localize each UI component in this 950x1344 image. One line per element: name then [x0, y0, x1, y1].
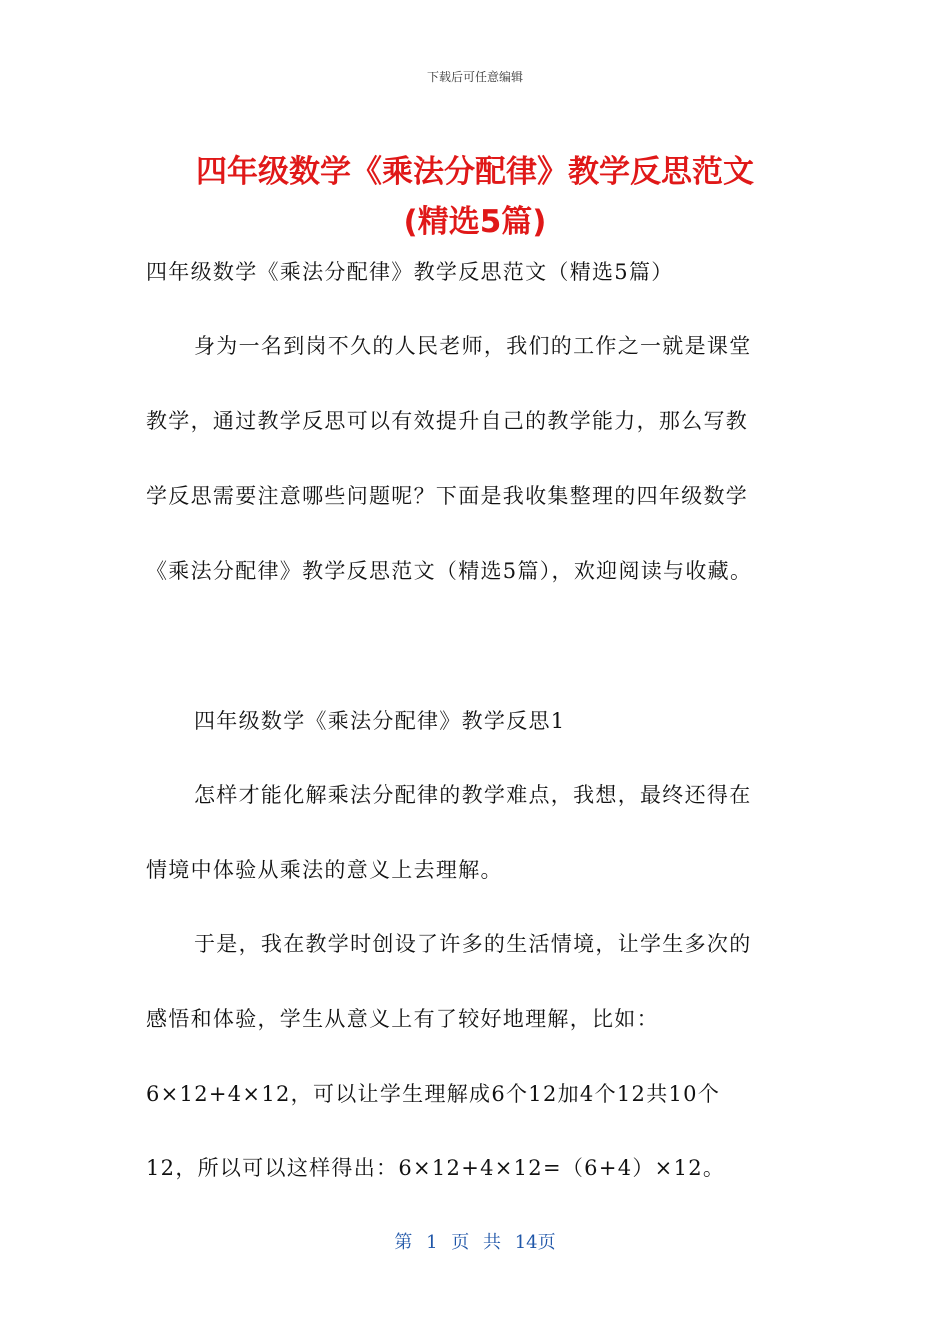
- paragraph-line: 感悟和体验，学生从意义上有了较好地理解，比如：: [146, 1007, 659, 1031]
- page-number: 第 1 页 共 14页: [394, 1232, 556, 1253]
- intro-line: 身为一名到岗不久的人民老师，我们的工作之一就是课堂: [194, 334, 752, 358]
- paragraph-line: 于是，我在教学时创设了许多的生活情境，让学生多次的: [194, 932, 752, 956]
- download-note: 下载后可任意编辑: [426, 70, 523, 84]
- paragraph-line: 怎样才能化解乘法分配律的教学难点，我想，最终还得在: [194, 783, 752, 807]
- subtitle-line: 四年级数学《乘法分配律》教学反思范文（精选5篇）: [146, 260, 674, 284]
- document-title-line2: (精选5篇): [403, 204, 547, 240]
- paragraph-line: 12，所以可以这样得出：6×12+4×12=（6+4）×12。: [146, 1156, 726, 1180]
- intro-line: 《乘法分配律》教学反思范文（精选5篇），欢迎阅读与收藏。: [146, 559, 753, 583]
- section-heading: 四年级数学《乘法分配律》教学反思1: [194, 709, 566, 733]
- document-title-line1: 四年级数学《乘法分配律》教学反思范文: [196, 154, 754, 190]
- paragraph-line: 情境中体验从乘法的意义上去理解。: [146, 858, 503, 882]
- paragraph-line: 6×12+4×12，可以让学生理解成6个12加4个12共10个: [146, 1082, 721, 1106]
- intro-line: 学反思需要注意哪些问题呢？下面是我收集整理的四年级数学: [146, 484, 749, 508]
- intro-line: 教学，通过教学反思可以有效提升自己的教学能力，那么写教: [146, 409, 749, 433]
